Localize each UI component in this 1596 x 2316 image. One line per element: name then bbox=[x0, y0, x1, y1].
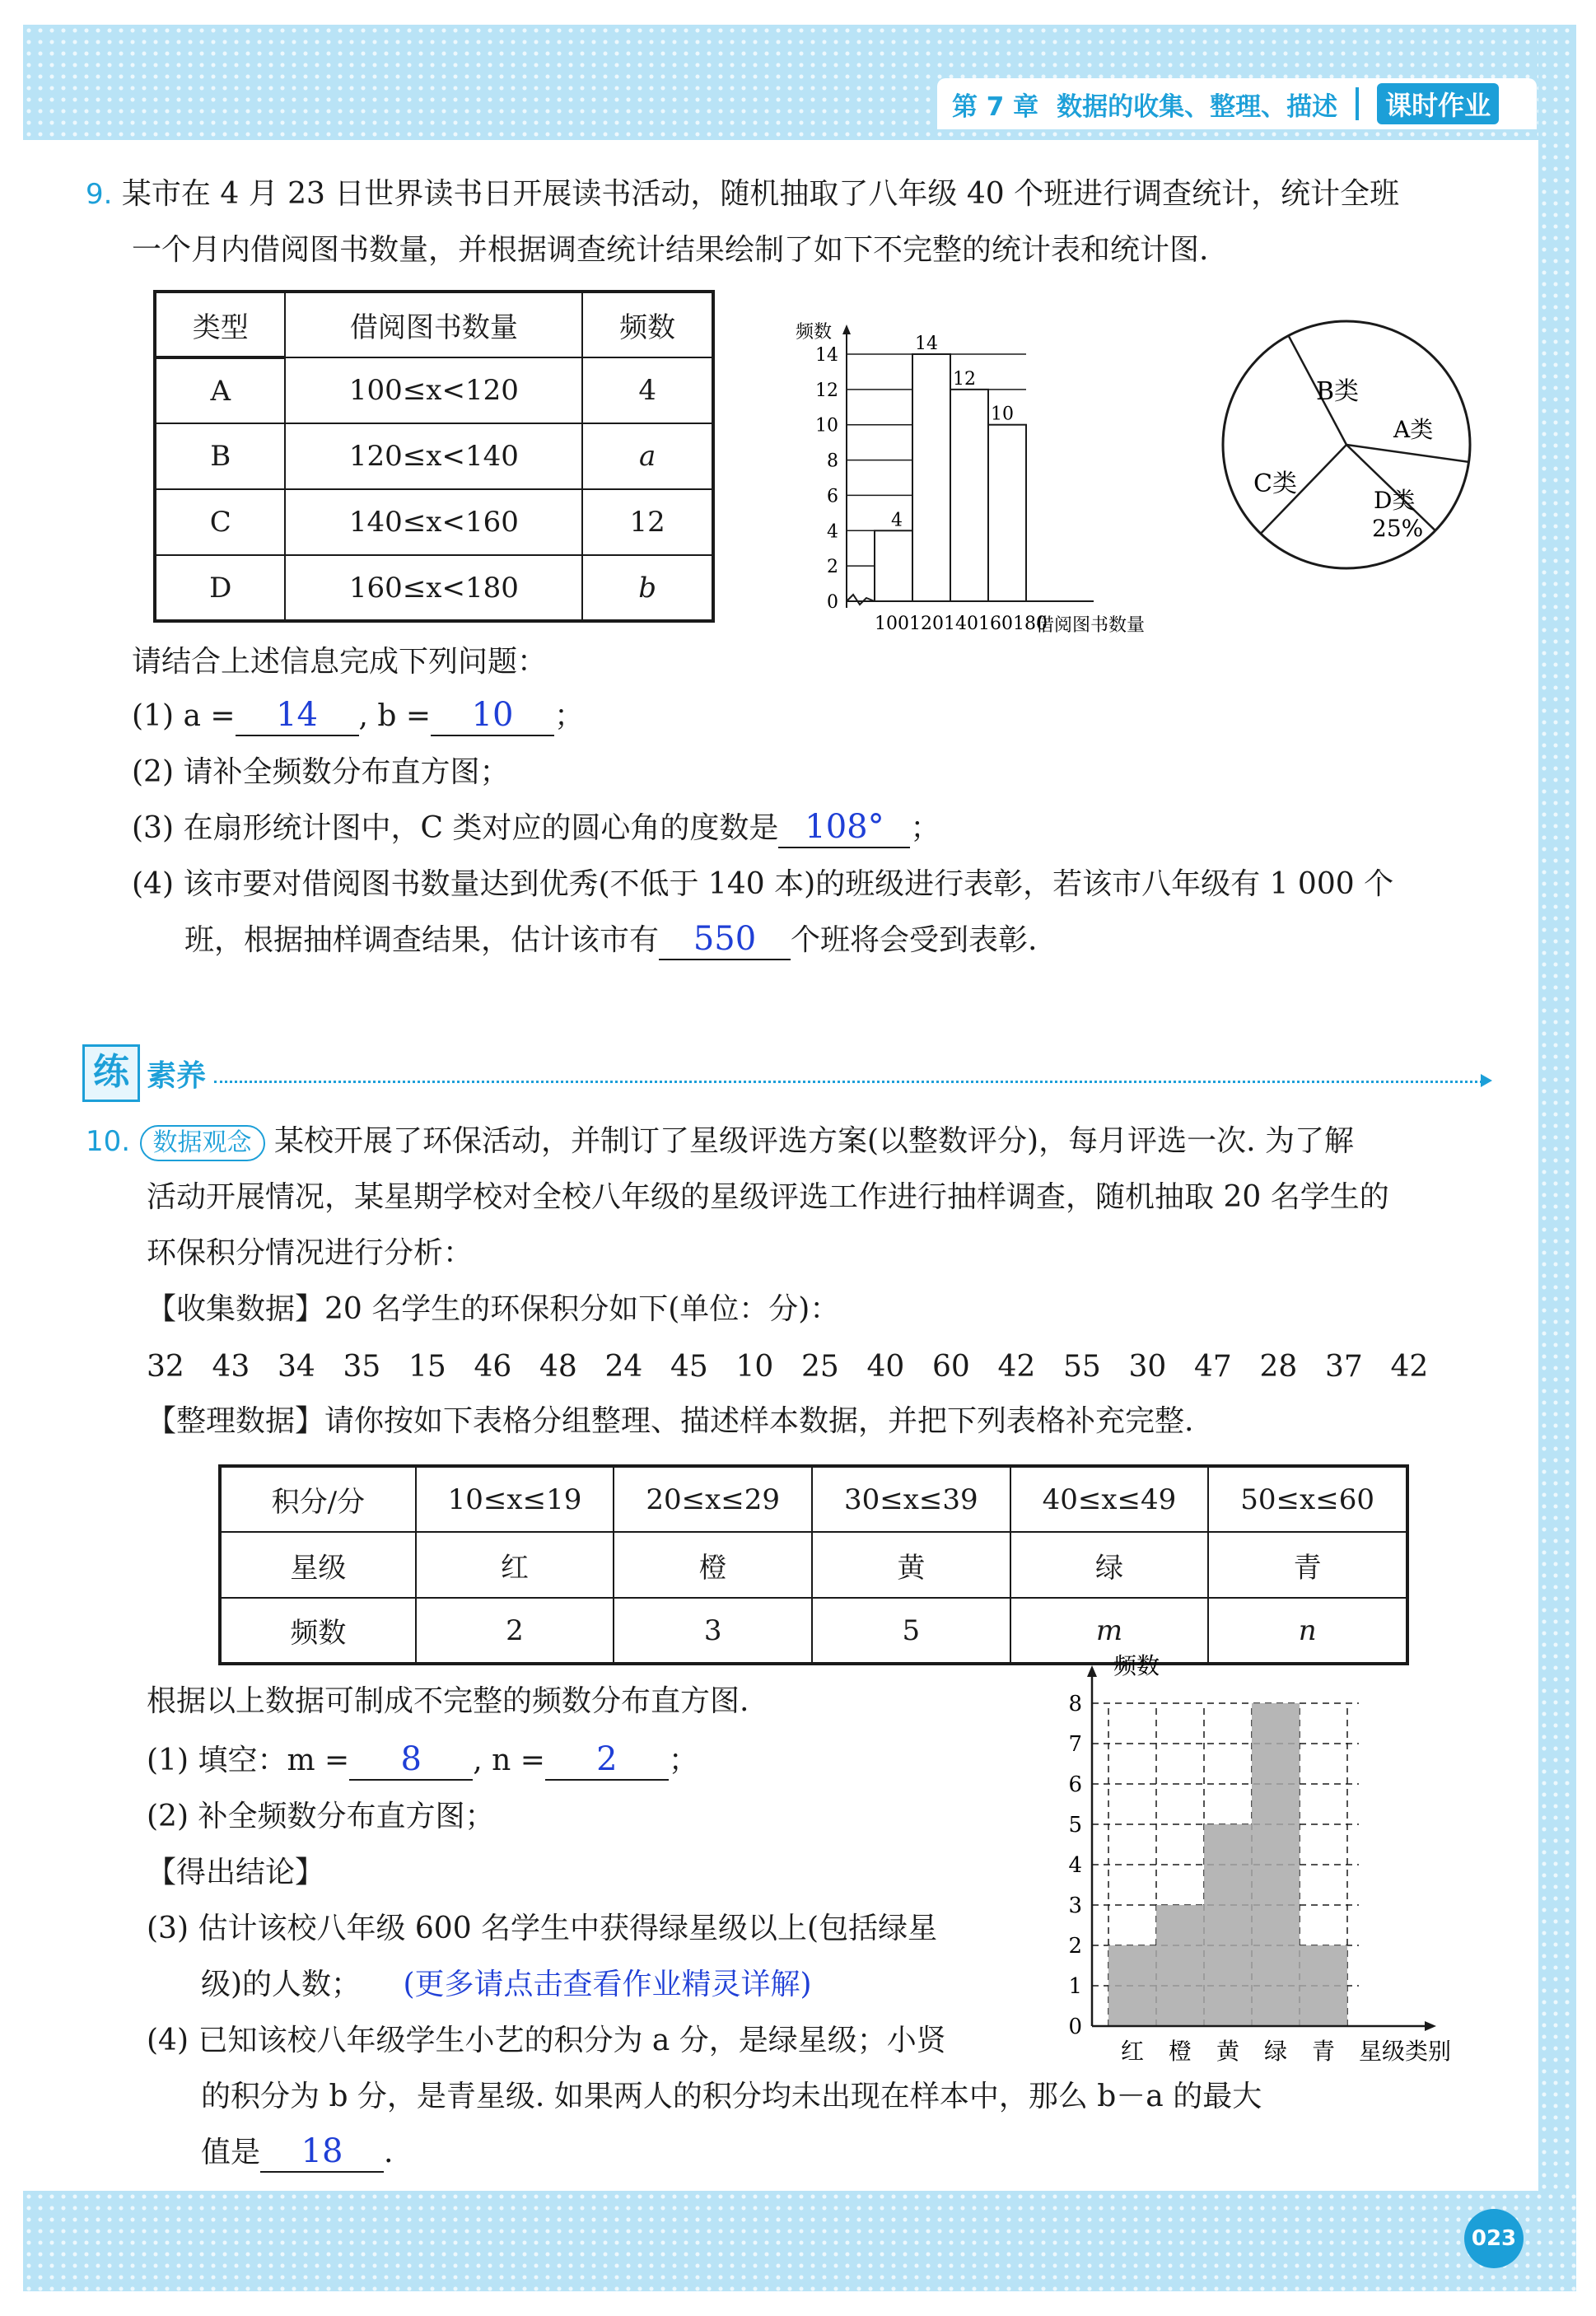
q9-cell: b bbox=[582, 555, 713, 621]
q9-cell: 140≤x<160 bbox=[285, 489, 582, 555]
y-tick-label: 6 bbox=[827, 486, 838, 507]
arrow-right-icon bbox=[1481, 1074, 1492, 1087]
pie-label-a: A类 bbox=[1393, 416, 1434, 443]
homework-badge: 课时作业 bbox=[1377, 83, 1499, 124]
q9-part4-line2 bbox=[184, 921, 1037, 961]
y-tick-label: 1 bbox=[1068, 1974, 1082, 1999]
q9-p1-prefix: (1) a = bbox=[132, 699, 236, 733]
q10-cell: 频数 bbox=[220, 1598, 416, 1664]
score-value: 32 bbox=[147, 1350, 184, 1384]
axis-break-icon bbox=[847, 595, 875, 605]
score-value: 34 bbox=[278, 1350, 315, 1384]
q10-answer-max-diff[interactable]: 18 bbox=[260, 2135, 384, 2173]
score-value: 60 bbox=[932, 1350, 970, 1384]
q10-cell: m bbox=[1010, 1598, 1209, 1664]
q9-histogram bbox=[782, 317, 1244, 634]
bar-data-label: 14 bbox=[915, 334, 938, 354]
q9-frequency-table bbox=[153, 290, 715, 623]
q10-cell: 黄 bbox=[812, 1532, 1010, 1598]
q10-stem-line3: 环保积分情况进行分析： bbox=[147, 1236, 474, 1270]
q10-part3-line1: (3) 估计该校八年级 600 名学生中获得绿星级以上(包括绿星 bbox=[147, 1912, 938, 1945]
histogram-bar bbox=[875, 530, 912, 601]
x-tick-label: 黄 bbox=[1216, 2038, 1240, 2065]
q9-p4-suffix: 个班将会受到表彰. bbox=[791, 923, 1038, 957]
score-value: 43 bbox=[212, 1350, 250, 1384]
q10-part2: (2) 补全频数分布直方图； bbox=[147, 1800, 495, 1833]
bar-data-label: 4 bbox=[891, 510, 903, 531]
x-tick-label: 青 bbox=[1311, 2038, 1336, 2065]
y-tick-label: 5 bbox=[1068, 1813, 1082, 1837]
q9-cell: 4 bbox=[582, 357, 713, 423]
q9-cell: a bbox=[582, 423, 713, 489]
score-value: 45 bbox=[670, 1350, 708, 1384]
y-tick-label: 0 bbox=[1068, 2015, 1082, 2039]
q10-organize-heading: 【整理数据】请你按如下表格分组整理、描述样本数据，并把下列表格补充完整. bbox=[147, 1404, 1194, 1438]
q9-part4-line1: (4) 该市要对借阅图书数量达到优秀(不低于 140 本)的班级进行表彰，若该市八年级有 1 000 个 bbox=[132, 867, 1394, 901]
q10-cell: n bbox=[1208, 1598, 1407, 1664]
header-divider bbox=[1356, 87, 1359, 120]
practice-icon: 练 bbox=[82, 1044, 140, 1102]
q9-cell: 100≤x<120 bbox=[285, 357, 582, 423]
q9-part1 bbox=[132, 697, 584, 737]
score-value: 35 bbox=[343, 1350, 381, 1384]
q9-cell: 160≤x<180 bbox=[285, 555, 582, 621]
chapter-header bbox=[937, 78, 1537, 129]
x-axis-arrow-icon bbox=[1425, 2021, 1436, 2031]
q10-stem-text1: 某校开展了环保活动，并制订了星级评选方案(以整数评分)，每月评选一次. 为了解 bbox=[273, 1124, 1354, 1158]
q9-cell: D bbox=[155, 555, 285, 621]
q10-cell: 橙 bbox=[614, 1532, 812, 1598]
q10-cell: 绿 bbox=[1010, 1532, 1209, 1598]
q10-histogram bbox=[1046, 1652, 1491, 2084]
q10-cell: 40≤x≤49 bbox=[1010, 1466, 1209, 1532]
histogram-bar bbox=[1204, 1824, 1252, 2026]
histogram-bar bbox=[950, 390, 988, 601]
q10-p1-suffix: ； bbox=[668, 1744, 698, 1777]
q10-cell: 积分/分 bbox=[220, 1466, 416, 1532]
q9-number: 9. bbox=[86, 178, 113, 211]
q9-stem-line2: 一个月内借阅图书数量，并根据调查统计结果绘制了如下不完整的统计表和统计图. bbox=[132, 233, 1209, 267]
q10-answer-n[interactable]: 2 bbox=[545, 1743, 669, 1781]
q10-p1-mid: , n = bbox=[473, 1744, 545, 1777]
q10-part4-line1: (4) 已知该校八年级学生小艺的积分为 a 分，是绿星级；小贤 bbox=[147, 2024, 946, 2057]
q10-number: 10. bbox=[86, 1125, 131, 1158]
q10-conclude-heading: 【得出结论】 bbox=[147, 1856, 325, 1889]
y-tick-label: 8 bbox=[1068, 1692, 1082, 1716]
score-value: 30 bbox=[1128, 1350, 1167, 1384]
q9-pie-chart bbox=[1211, 317, 1482, 589]
score-value: 10 bbox=[735, 1350, 774, 1384]
y-axis-label: 频数 bbox=[1113, 1652, 1160, 1679]
y-tick-label: 12 bbox=[815, 380, 838, 401]
pie-label-d-percent: 25% bbox=[1372, 515, 1424, 542]
y-tick-label: 4 bbox=[827, 521, 838, 543]
y-tick-label: 8 bbox=[827, 451, 838, 472]
q9-part3 bbox=[132, 809, 940, 849]
score-value: 48 bbox=[539, 1350, 577, 1384]
histogram-bar bbox=[1252, 1703, 1300, 2026]
q9-p4-prefix: 班，根据抽样调查结果，估计该市有 bbox=[184, 923, 660, 957]
q10-cell: 红 bbox=[416, 1532, 614, 1598]
q10-part4-line2: 的积分为 b 分，是青星级. 如果两人的积分均未出现在样本中，那么 b－a 的最大 bbox=[201, 2080, 1262, 2113]
score-value: 28 bbox=[1259, 1350, 1298, 1384]
score-value: 37 bbox=[1325, 1350, 1363, 1384]
q10-part3-line2 bbox=[201, 1965, 812, 2005]
score-value: 42 bbox=[1390, 1350, 1429, 1384]
q10-cell: 3 bbox=[614, 1598, 812, 1664]
histogram-bar bbox=[912, 354, 950, 601]
q9-answer-b[interactable]: 10 bbox=[431, 698, 554, 736]
q10-cell: 30≤x≤39 bbox=[812, 1466, 1010, 1532]
q9-cell: 12 bbox=[582, 489, 713, 555]
page-number: 023 bbox=[1464, 2209, 1524, 2268]
q9-th-type: 类型 bbox=[155, 292, 285, 357]
q9-prompt: 请结合上述信息完成下列问题： bbox=[132, 645, 548, 679]
y-axis-arrow-icon bbox=[842, 325, 851, 334]
view-solution-link[interactable]: (更多请点击查看作业精灵详解) bbox=[403, 1968, 812, 2001]
q9-answer-classes[interactable]: 550 bbox=[659, 922, 791, 960]
q9-p3-prefix: (3) 在扇形统计图中，C 类对应的圆心角的度数是 bbox=[132, 811, 779, 845]
score-value: 47 bbox=[1194, 1350, 1232, 1384]
y-tick-label: 10 bbox=[815, 415, 838, 437]
q9-stem-text1: 某市在 4 月 23 日世界读书日开展读书活动，随机抽取了八年级 40 个班进行调查统计，统计全班 bbox=[121, 177, 1400, 211]
q10-cell: 50≤x≤60 bbox=[1208, 1466, 1407, 1532]
q10-p4-prefix: 值是 bbox=[201, 2136, 261, 2169]
q10-cell: 2 bbox=[416, 1598, 614, 1664]
q10-cell: 星级 bbox=[220, 1532, 416, 1598]
section-title: 素养 bbox=[147, 1058, 207, 1093]
q10-intro: 根据以上数据可制成不完整的频数分布直方图. bbox=[147, 1684, 749, 1718]
dotted-rule bbox=[214, 1081, 1482, 1083]
y-tick-label: 6 bbox=[1068, 1772, 1082, 1797]
y-axis-label: 频数 bbox=[796, 322, 833, 343]
score-value: 15 bbox=[408, 1350, 446, 1384]
y-tick-label: 0 bbox=[827, 592, 838, 613]
q9-p1-mid: , b = bbox=[358, 699, 432, 733]
y-tick-label: 2 bbox=[1068, 1934, 1082, 1959]
q9-th-freq: 频数 bbox=[582, 292, 713, 357]
x-tick-label: 红 bbox=[1120, 2038, 1145, 2065]
section-divider bbox=[82, 1044, 1491, 1102]
q9-answer-a[interactable]: 14 bbox=[236, 698, 359, 736]
page-frame-right bbox=[1538, 25, 1576, 2291]
chapter-number: 第 7 章 bbox=[952, 91, 1039, 122]
q10-scores bbox=[147, 1347, 1456, 1388]
x-axis-label: 借阅图书数量 bbox=[1036, 615, 1146, 636]
q9-cell: C bbox=[155, 489, 285, 555]
y-tick-label: 3 bbox=[1068, 1893, 1082, 1918]
q10-part4-line3 bbox=[201, 2133, 393, 2174]
q10-topic-tag: 数据观念 bbox=[140, 1125, 265, 1161]
q10-cell: 10≤x≤19 bbox=[416, 1466, 614, 1532]
chapter-title: 数据的收集、整理、描述 bbox=[1057, 91, 1338, 122]
q10-frequency-table bbox=[218, 1464, 1409, 1665]
score-value: 55 bbox=[1063, 1350, 1101, 1384]
q10-p1-prefix: (1) 填空：m = bbox=[147, 1744, 350, 1777]
bar-data-label: 10 bbox=[991, 404, 1014, 425]
q9-part2: (2) 请补全频数分布直方图； bbox=[132, 755, 510, 789]
histogram-bar bbox=[988, 425, 1026, 601]
y-tick-label: 7 bbox=[1068, 1732, 1082, 1757]
pie-label-b: B类 bbox=[1316, 377, 1360, 406]
score-value: 40 bbox=[866, 1350, 905, 1384]
x-axis-label: 星级类别 bbox=[1359, 2038, 1452, 2065]
q10-cell: 青 bbox=[1208, 1532, 1407, 1598]
y-tick-label: 2 bbox=[827, 557, 838, 578]
y-tick-label: 14 bbox=[815, 345, 838, 366]
q9-p3-suffix: ； bbox=[910, 811, 940, 845]
q10-answer-m[interactable]: 8 bbox=[349, 1743, 473, 1781]
score-value: 24 bbox=[604, 1350, 643, 1384]
q10-cell: 5 bbox=[812, 1598, 1010, 1664]
y-tick-label: 4 bbox=[1068, 1853, 1082, 1878]
q9-answer-angle[interactable]: 108° bbox=[778, 810, 910, 848]
q10-p3-text: 级)的人数； bbox=[201, 1968, 362, 2001]
q9-cell: A bbox=[155, 357, 285, 423]
x-tick-label: 绿 bbox=[1263, 2038, 1288, 2065]
q10-stem-line2: 活动开展情况，某星期学校对全校八年级的星级评选工作进行抽样调查，随机抽取 20 名学生的 bbox=[147, 1180, 1389, 1214]
q10-stem-line1 bbox=[86, 1122, 1354, 1162]
score-value: 46 bbox=[474, 1350, 512, 1384]
x-tick-labels: 100120140160180 bbox=[875, 614, 1048, 634]
q10-part1 bbox=[147, 1741, 698, 1781]
q10-collect-heading: 【收集数据】20 名学生的环保积分如下(单位：分)： bbox=[147, 1292, 840, 1326]
q10-p4-suffix: . bbox=[384, 2136, 394, 2169]
page-frame-bottom bbox=[23, 2191, 1576, 2291]
x-tick-label: 橙 bbox=[1168, 2038, 1192, 2065]
histogram-bar bbox=[1108, 1945, 1156, 2026]
q9-stem-line1 bbox=[86, 175, 1399, 215]
q9-p1-suffix: ； bbox=[554, 699, 585, 733]
score-value: 42 bbox=[997, 1350, 1036, 1384]
q9-cell: B bbox=[155, 423, 285, 489]
q10-cell: 20≤x≤29 bbox=[614, 1466, 812, 1532]
histogram-bar bbox=[1156, 1905, 1204, 2026]
pie-label-c: C类 bbox=[1253, 469, 1297, 498]
score-value: 25 bbox=[801, 1350, 839, 1384]
q9-cell: 120≤x<140 bbox=[285, 423, 582, 489]
pie-slice-divider bbox=[1346, 445, 1469, 462]
q9-th-count: 借阅图书数量 bbox=[285, 292, 582, 357]
pie-label-d: D类 bbox=[1374, 487, 1416, 514]
histogram-bar bbox=[1300, 1945, 1347, 2026]
bar-data-label: 12 bbox=[953, 368, 976, 390]
